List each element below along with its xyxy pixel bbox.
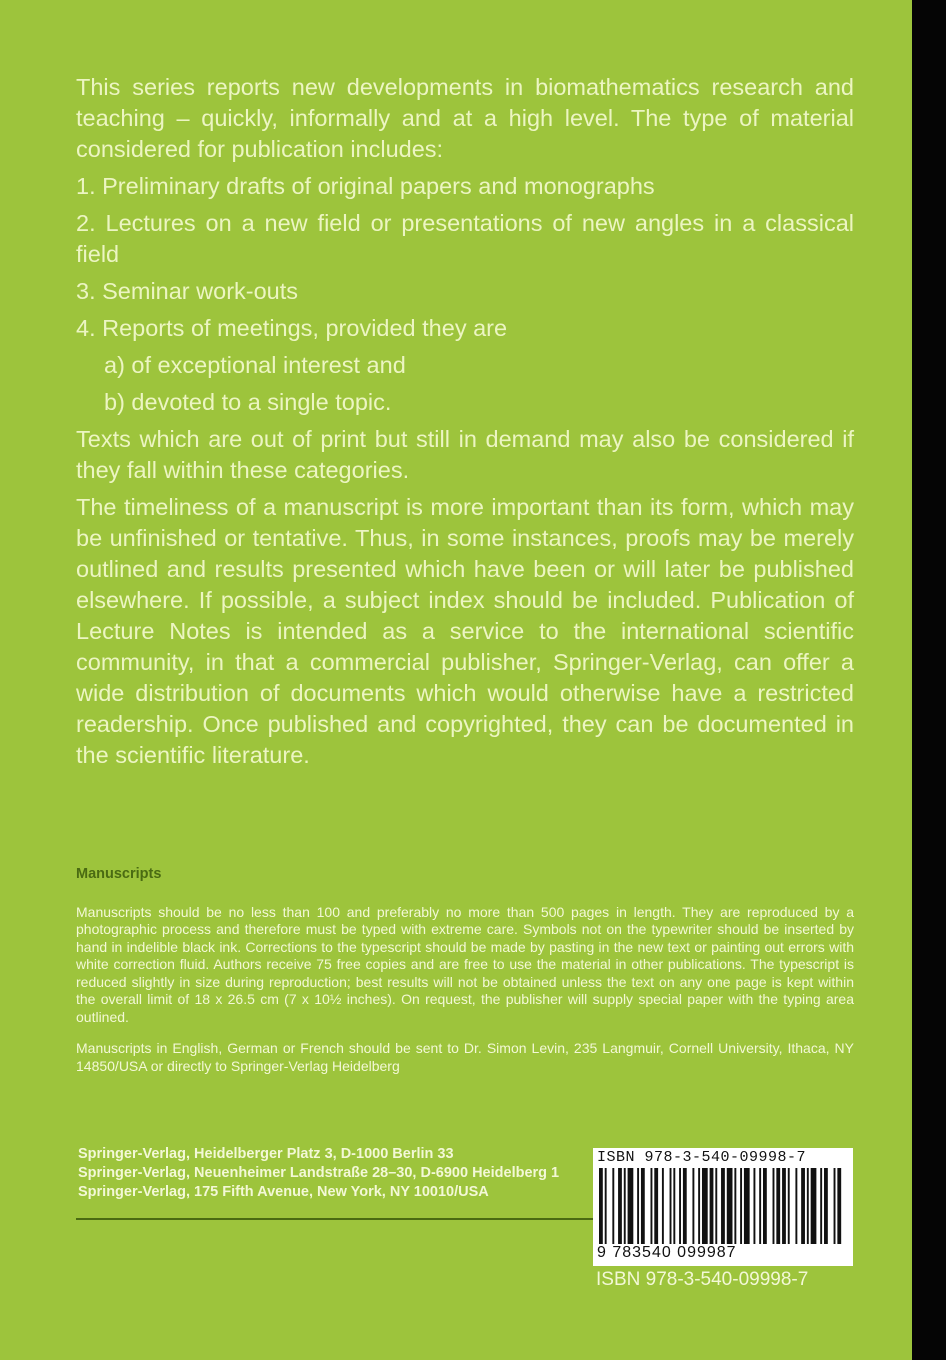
- barcode-bar: [679, 1168, 681, 1244]
- barcode-bar: [782, 1168, 786, 1244]
- barcode-bar: [744, 1168, 750, 1244]
- barcode-bar: [650, 1168, 652, 1244]
- barcode-bar: [599, 1168, 603, 1244]
- isbn-text: ISBN 978-3-540-09998-7: [596, 1269, 809, 1290]
- barcode-bar: [637, 1168, 639, 1244]
- barcode-bar: [727, 1168, 733, 1244]
- cover-edge: [912, 0, 946, 1360]
- barcode-isbn-label: ISBN 978-3-540-09998-7: [597, 1149, 807, 1166]
- barcode-bar: [734, 1168, 736, 1244]
- barcode-bar: [837, 1168, 841, 1244]
- barcode-bar: [811, 1168, 817, 1244]
- list-item-3: 3. Seminar work-outs: [76, 278, 299, 304]
- barcode-bar: [618, 1168, 622, 1244]
- barcode-bar: [628, 1168, 634, 1244]
- intro-text: [76, 72, 854, 777]
- intro-paragraph-1: This series reports new developments in biomathematics research and teaching – quickly, informally and at a high level. The type of material considered for publication includes:: [76, 74, 854, 162]
- barcode-bar: [624, 1168, 626, 1244]
- barcode-bar: [801, 1168, 805, 1244]
- intro-paragraph-3: The timeliness of a manuscript is more important than its form, which may be unfinished or tentative. Thus, in some instances, proofs may be merely outlined and results presented which have been or will later be published elsewhere. If possible, a subject index should be included. Publication of Lecture Notes is intended as a service to the international scientific community, in that a commercial publisher, Springer-Verlag, can offer a wide distribution of documents which would otherwise have a restricted readership. Once published and copyrighted, they can be documented in the scientific literature.: [76, 494, 854, 768]
- barcode-bar: [670, 1168, 672, 1244]
- barcode-bar: [788, 1168, 790, 1244]
- barcode-bar: [740, 1168, 742, 1244]
- barcode: [593, 1148, 853, 1266]
- list-item-1: 1. Preliminary drafts of original papers and monographs: [76, 173, 655, 199]
- barcode-bar: [673, 1168, 675, 1244]
- barcode-bar: [605, 1168, 607, 1244]
- list-item-4: 4. Reports of meetings, provided they are: [76, 315, 508, 341]
- address-heidelberg: Springer-Verlag, Neuenheimer Landstraße 28–30, D-6900 Heidelberg 1: [78, 1165, 560, 1181]
- barcode-bar: [820, 1168, 822, 1244]
- manuscripts-heading: Manuscripts: [76, 866, 162, 882]
- barcode-bar: [824, 1168, 828, 1244]
- barcode-digits: 9 783540 099987: [597, 1244, 737, 1261]
- intro-paragraph-2: Texts which are out of print but still in demand may also be considered if they fall within these categories.: [76, 426, 854, 483]
- barcode-bar: [710, 1168, 714, 1244]
- address-berlin: Springer-Verlag, Heidelberger Platz 3, D-1000 Berlin 33: [78, 1146, 454, 1162]
- barcode-bar: [683, 1168, 687, 1244]
- barcode-bar: [759, 1168, 761, 1244]
- barcode-bar: [795, 1168, 797, 1244]
- barcode-bar: [763, 1168, 767, 1244]
- barcode-bar: [776, 1168, 780, 1244]
- manuscripts-paragraph-2: Manuscripts in English, German or French should be sent to Dr. Simon Levin, 235 Langmuir, Cornell University, Ithaca, NY 14850/USA or directly to Springer-Verlag Heidelberg: [76, 1040, 854, 1074]
- barcode-bar: [753, 1168, 755, 1244]
- sub-item-b: b) devoted to a single topic.: [104, 389, 392, 415]
- barcode-bar: [721, 1168, 725, 1244]
- address-new-york: Springer-Verlag, 175 Fifth Avenue, New York, NY 10010/USA: [78, 1184, 489, 1200]
- barcode-bar: [834, 1168, 836, 1244]
- barcode-bar: [807, 1168, 809, 1244]
- barcode-bars: [599, 1168, 845, 1244]
- barcode-bar: [698, 1168, 700, 1244]
- barcode-bar: [702, 1168, 708, 1244]
- manuscripts-section: [76, 866, 854, 1089]
- barcode-bar: [692, 1168, 694, 1244]
- list-item-2: 2. Lectures on a new field or presentations of new angles in a classical field: [76, 210, 854, 267]
- barcode-bar: [715, 1168, 717, 1244]
- barcode-bar: [612, 1168, 614, 1244]
- barcode-bar: [773, 1168, 775, 1244]
- barcode-bar: [654, 1168, 658, 1244]
- barcode-bar: [641, 1168, 645, 1244]
- publisher-addresses: [78, 1145, 598, 1202]
- sub-item-a: a) of exceptional interest and: [104, 352, 406, 378]
- barcode-bar: [662, 1168, 664, 1244]
- manuscripts-paragraph-1: Manuscripts should be no less than 100 and preferably no more than 500 pages in length. They are reproduced by a photographic process and therefore must be typed with extreme care. Symbols not on the typewriter should be inserted by hand in indelible black ink. Corrections to the typescript should be made by pasting in the new text or painting out errors with white correction fluid. Authors receive 75 free copies and are free to use the material in other publications. The typescript is reduced slightly in size during reproduction; best results will not be obtained unless the text on any one page is kept within the overall limit of 18 x 26.5 cm (7 x 10½ inches). On request, the publisher will supply special paper with the typing area outlined.: [76, 903, 854, 1025]
